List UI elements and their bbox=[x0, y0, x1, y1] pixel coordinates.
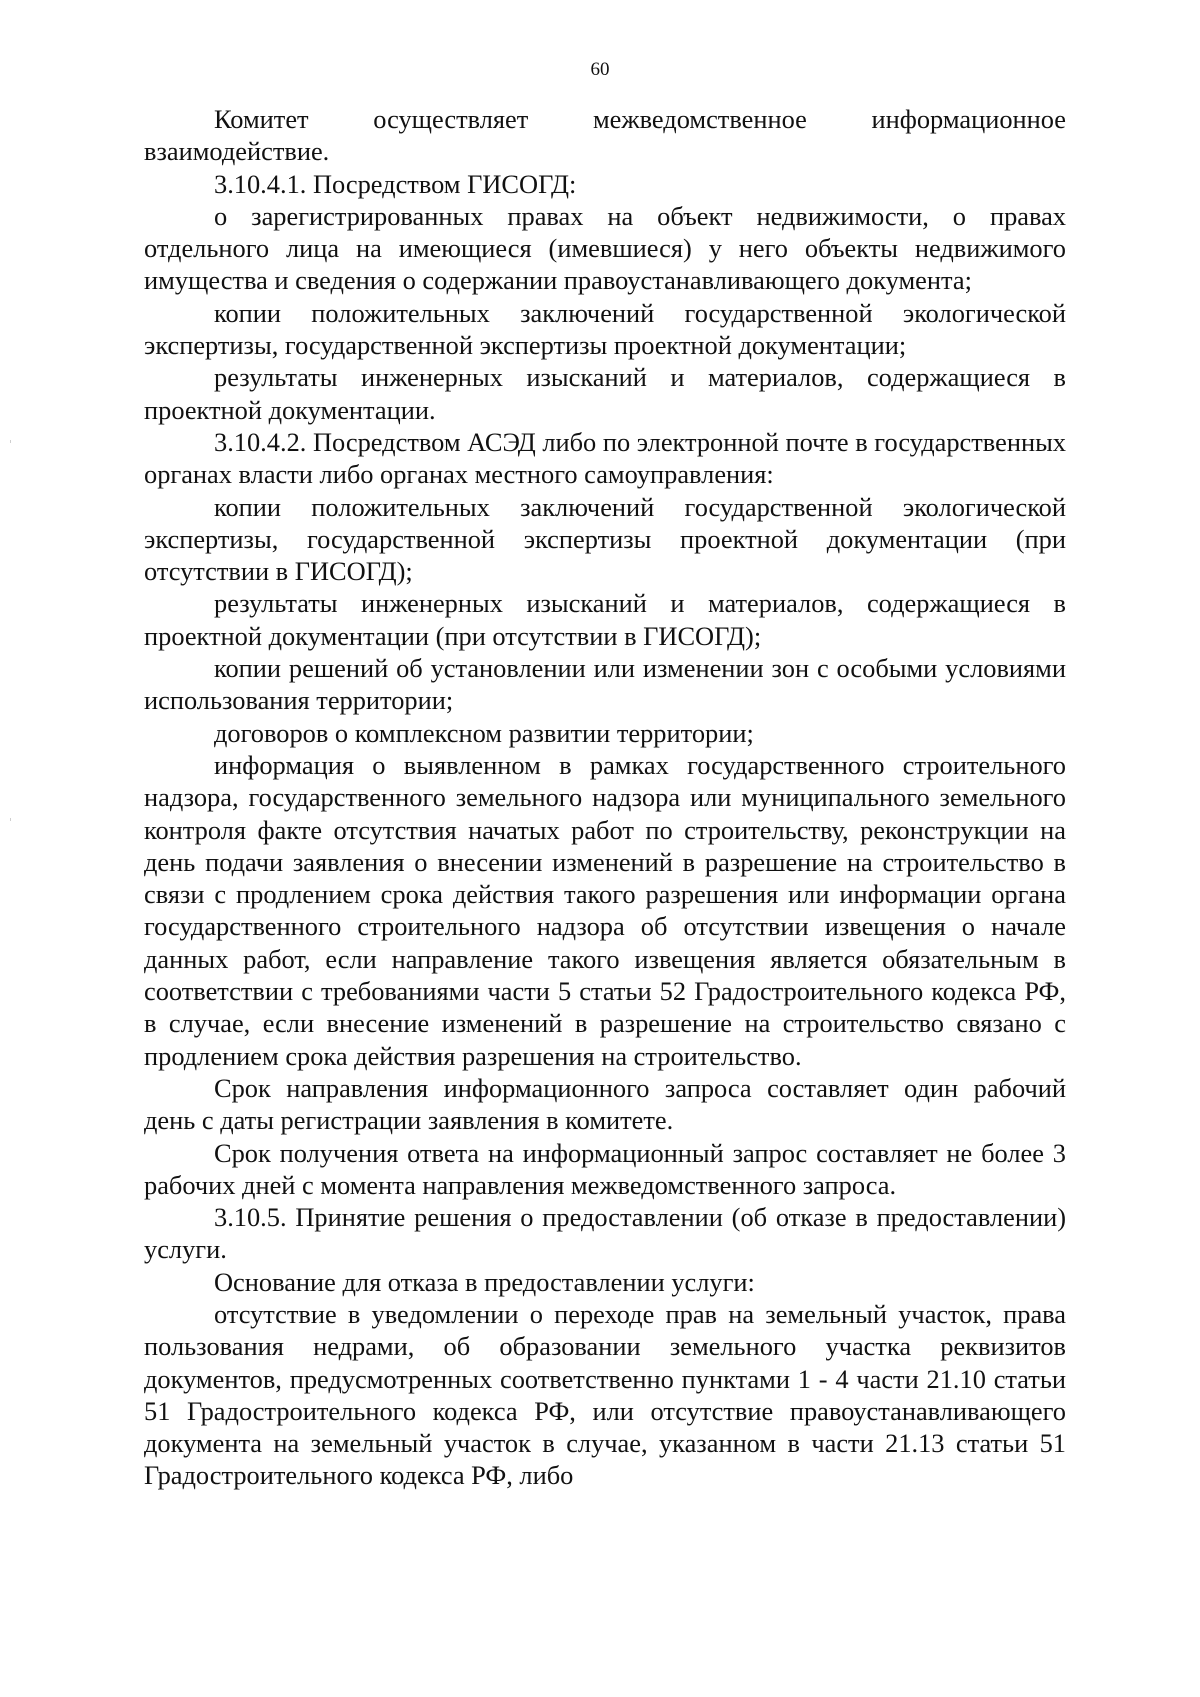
paragraph-3-10-4-2: 3.10.4.2. Посредством АСЭД либо по электронной почте в государственных органах власти либо органах местного самоуправления: bbox=[144, 426, 1066, 490]
paragraph-refusal-absence: отсутствие в уведомлении о переходе прав на земельный участок, права пользования недрами, об образовании земельного участка реквизитов документов, предусмотренных соответственно пунктами 1 - 4 части 21.10 статьи 51 Градостроительного кодекса РФ, или отсутствие правоустанавливающего документа на земельный участок в случае, указанном в части 21.13 статьи 51 Градостроительного кодекса РФ, либо bbox=[144, 1298, 1066, 1491]
paragraph-expertise-copies: копии положительных заключений государственной экологической экспертизы, государственной экспертизы проектной документации; bbox=[144, 297, 1066, 361]
page-number: 60 bbox=[590, 59, 610, 80]
paragraph-request-deadline: Срок направления информационного запроса составляет один рабочий день с даты регистрации заявления в комитете. bbox=[144, 1072, 1066, 1136]
paragraph-refusal-grounds: Основание для отказа в предоставлении услуги: bbox=[214, 1266, 755, 1297]
paragraph-supervision-info: информация о выявленном в рамках государственного строительного надзора, государственного земельного надзора или муниципального земельного контроля факте отсутствия начатых работ по строительству, реконструкции на день подачи заявления о внесении изменений в разрешение на строительство в связи с продлением срока действия такого разрешения или информации органа государственного строительного надзора об отсутствии извещения о начале данных работ, если направление такого извещения является обязательным в соответствии с требованиями части 5 статьи 52 Градостроительного кодекса РФ, в случае, если внесение изменений в разрешение на строительство связано с продлением срока действия разрешения на строительство. bbox=[144, 749, 1066, 1071]
paragraph-3-10-5: 3.10.5. Принятие решения о предоставлении (об отказе в предоставлении) услуги. bbox=[144, 1202, 1066, 1265]
scan-margin-mark bbox=[10, 440, 11, 443]
paragraph-expertise-copies-2: копии положительных заключений государственной экологической экспертизы, государственной экспертизы проектной документации (при отсутствии в ГИСОГД); bbox=[144, 491, 1066, 587]
paragraph-response-deadline: Срок получения ответа на информационный запрос составляет не более 3 рабочих дней с момента направления межведомственного запроса. bbox=[144, 1137, 1066, 1200]
paragraph-3-10-4-1: 3.10.4.1. Посредством ГИСОГД: bbox=[214, 168, 577, 199]
paragraph-rights-info: о зарегистрированных правах на объект недвижимости, о правах отдельного лица на имеющиеся (имевшиеся) у него объекты недвижимого имущества и сведения о содержании правоустанавливающего документа; bbox=[144, 200, 1066, 296]
paragraph-survey-results: результаты инженерных изысканий и материалов, содержащиеся в проектной документации. bbox=[144, 362, 1066, 425]
document-body bbox=[144, 103, 1066, 1492]
paragraph-development-contracts: договоров о комплексном развитии территории; bbox=[214, 717, 754, 748]
paragraph-zone-decisions: копии решений об установлении или изменении зон с особыми условиями использования территории; bbox=[144, 653, 1066, 716]
paragraph-survey-results-2: результаты инженерных изысканий и материалов, содержащиеся в проектной документации (при отсутствии в ГИСОГД); bbox=[144, 588, 1066, 651]
scan-margin-mark bbox=[10, 818, 11, 821]
paragraph-intro: Комитет осуществляет межведомственное информационное взаимодействие. bbox=[144, 104, 1066, 167]
